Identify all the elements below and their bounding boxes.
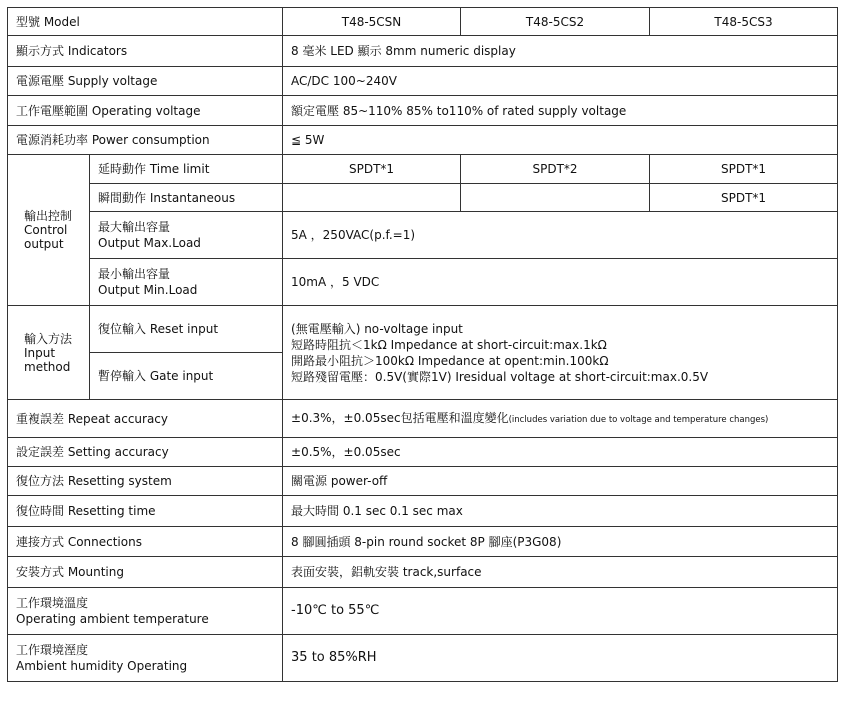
max-load-value: 5A ，250VAC(p.f.=1) <box>283 212 838 259</box>
table-row <box>8 306 838 353</box>
instantaneous-t48-5csn <box>283 184 461 212</box>
table-row <box>8 212 838 259</box>
input-line: 短路時阻抗＜1kΩ Impedance at short-circuit:max.1kΩ <box>291 337 607 352</box>
table-row <box>8 467 838 496</box>
humidity-label <box>8 635 283 682</box>
input-method-group-en2: method <box>24 359 71 374</box>
resetting-system-value: 關電源 power-off <box>283 467 838 496</box>
table-row <box>8 96 838 126</box>
max-load-label-cn: 最大輸出容量 <box>98 220 171 234</box>
table-row <box>8 557 838 588</box>
mounting-value: 表面安裝，鋁軌安裝 track,surface <box>283 557 838 588</box>
operating-voltage-value: 額定電壓 85~110% 85% to110% of rated supply voltage <box>283 96 838 126</box>
time-limit-t48-5cs3: SPDT*1 <box>650 155 838 184</box>
operating-voltage-label: 工作電壓範圍 Operating voltage <box>8 96 283 126</box>
control-output-group-en1: Control <box>24 223 68 237</box>
connections-value: 8 腳圓插頭 8-pin round socket 8P 腳座(P3G08) <box>283 527 838 557</box>
input-line: 短路殘留電壓：0.5V(實際1V) Iresidual voltage at short-circuit:max.0.5V <box>291 369 709 384</box>
max-load-label-en: Output Max.Load <box>98 236 201 250</box>
table-row <box>8 259 838 306</box>
spec-table <box>7 7 838 682</box>
instantaneous-t48-5cs2 <box>461 184 650 212</box>
indicators-value: 8 毫米 LED 顯示 8mm numeric display <box>283 36 838 67</box>
model-t48-5csn: T48-5CSN <box>283 8 461 36</box>
mounting-label: 安裝方式 Mounting <box>8 557 283 588</box>
min-load-label <box>90 259 283 306</box>
resetting-time-value: 最大時間 0.1 sec 0.1 sec max <box>283 496 838 527</box>
table-row <box>8 126 838 155</box>
temperature-label-en: Operating ambient temperature <box>16 612 209 626</box>
indicators-label: 顯示方式 Indicators <box>8 36 283 67</box>
supply-voltage-label: 電源電壓 Supply voltage <box>8 67 283 96</box>
table-row <box>8 400 838 438</box>
model-t48-5cs2: T48-5CS2 <box>461 8 650 36</box>
supply-voltage-value: AC/DC 100~240V <box>283 67 838 96</box>
model-label: 型號 Model <box>8 8 283 36</box>
time-limit-t48-5csn: SPDT*1 <box>283 155 461 184</box>
temperature-label <box>8 588 283 635</box>
table-row <box>8 527 838 557</box>
input-method-value <box>283 306 838 400</box>
time-limit-label: 延時動作 Time limit <box>90 155 283 184</box>
setting-accuracy-label: 設定誤差 Setting accuracy <box>8 438 283 467</box>
control-output-group-en2: output <box>24 237 64 251</box>
resetting-system-label: 復位方法 Resetting system <box>8 467 283 496</box>
repeat-accuracy-note: (includes variation due to voltage and temperature changes) <box>508 414 769 425</box>
instantaneous-t48-5cs3: SPDT*1 <box>650 184 838 212</box>
max-load-label <box>90 212 283 259</box>
repeat-accuracy-label: 重複誤差 Repeat accuracy <box>8 400 283 438</box>
input-method-group-cn: 輸入方法 <box>24 331 73 346</box>
resetting-time-label: 復位時間 Resetting time <box>8 496 283 527</box>
table-row <box>8 67 838 96</box>
instantaneous-label: 瞬間動作 Instantaneous <box>90 184 283 212</box>
temperature-value: -10℃ to 55℃ <box>283 588 838 635</box>
reset-input-label: 復位輸入 Reset input <box>90 306 283 353</box>
input-line: 開路最小阻抗＞100kΩ Impedance at opent:min.100kΩ <box>291 353 609 368</box>
input-method-group-en1: Input <box>24 345 56 360</box>
min-load-value: 10mA ，5 VDC <box>283 259 838 306</box>
control-output-group-cn: 輸出控制 <box>24 209 73 223</box>
repeat-accuracy-value <box>283 400 838 438</box>
humidity-label-cn: 工作環境溼度 <box>16 643 89 657</box>
input-method-group <box>8 306 90 400</box>
table-row <box>8 438 838 467</box>
connections-label: 連接方式 Connections <box>8 527 283 557</box>
control-output-group <box>8 155 90 306</box>
humidity-value: 35 to 85%RH <box>283 635 838 682</box>
power-consumption-value: ≦ 5W <box>283 126 838 155</box>
power-consumption-label: 電源消耗功率 Power consumption <box>8 126 283 155</box>
table-row <box>8 8 838 36</box>
table-row <box>8 155 838 184</box>
time-limit-t48-5cs2: SPDT*2 <box>461 155 650 184</box>
table-row <box>8 588 838 635</box>
table-row <box>8 496 838 527</box>
gate-input-label: 暫停輸入 Gate input <box>90 353 283 400</box>
temperature-label-cn: 工作環境溫度 <box>16 596 89 610</box>
model-t48-5cs3: T48-5CS3 <box>650 8 838 36</box>
table-row <box>8 184 838 212</box>
min-load-label-en: Output Min.Load <box>98 283 198 297</box>
input-line: (無電壓輸入) no-voltage input <box>291 321 463 336</box>
min-load-label-cn: 最小輸出容量 <box>98 267 171 281</box>
repeat-accuracy-main: ±0.3%，±0.05sec包括電壓和溫度變化 <box>291 410 509 425</box>
table-row <box>8 36 838 67</box>
table-row <box>8 635 838 682</box>
setting-accuracy-value: ±0.5%，±0.05sec <box>283 438 838 467</box>
humidity-label-en: Ambient humidity Operating <box>16 659 188 673</box>
